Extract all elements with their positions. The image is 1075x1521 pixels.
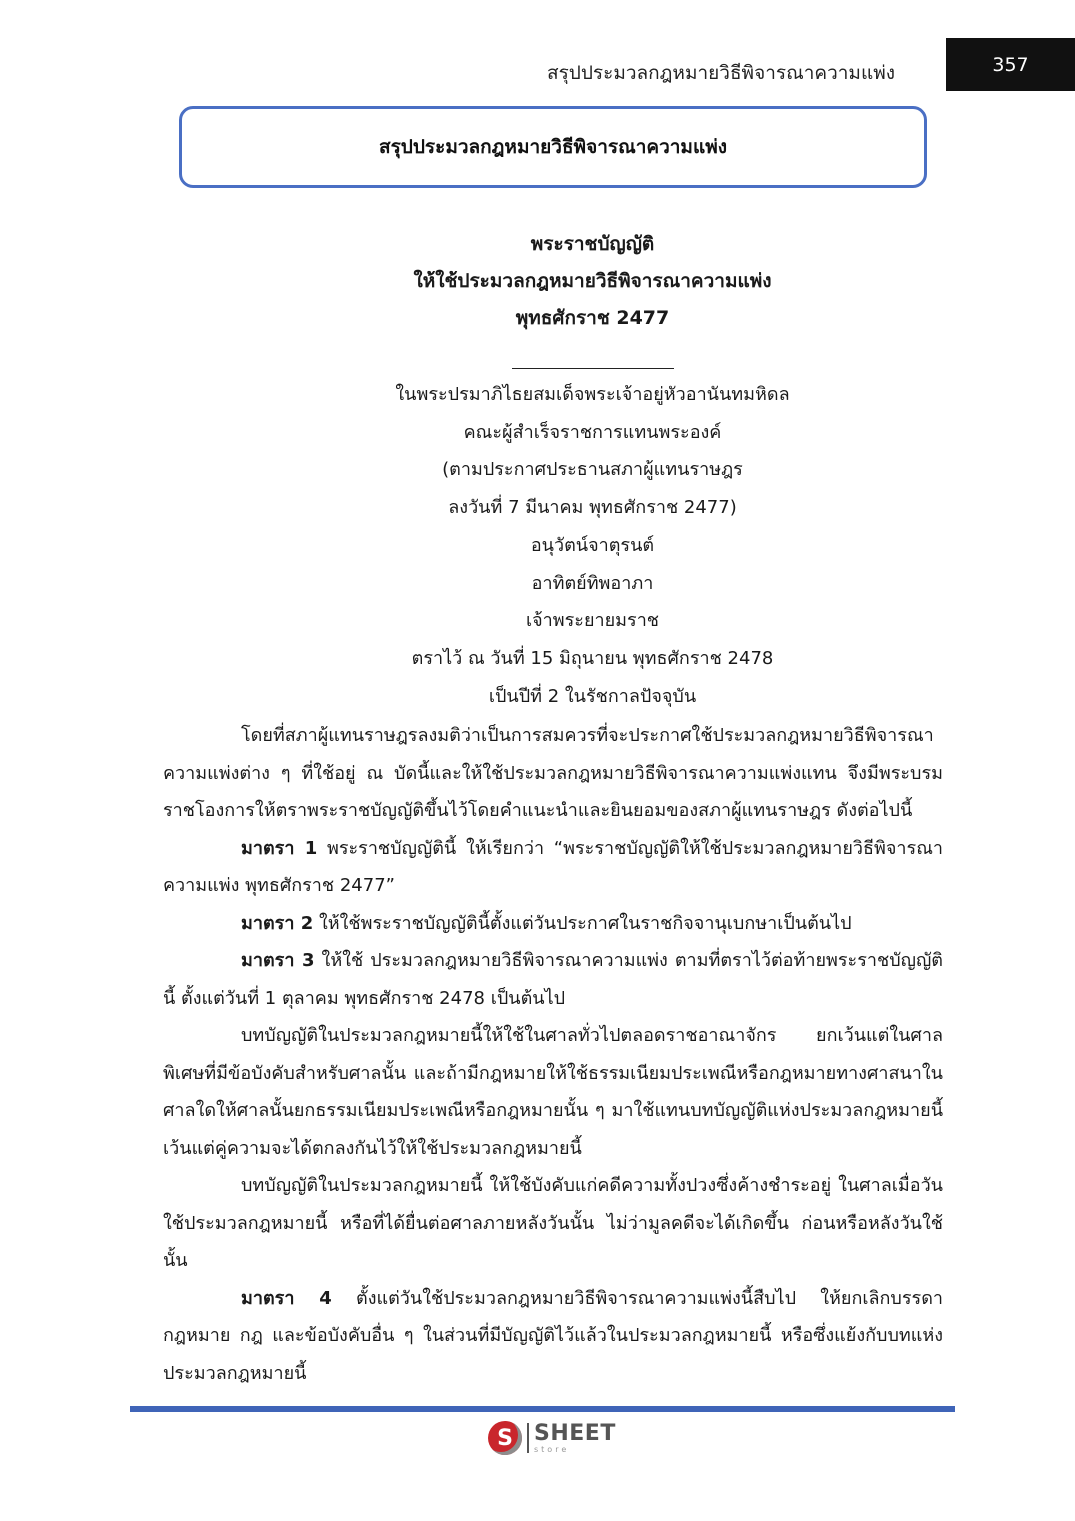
courts-paragraph: บทบัญญัติในประมวลกฎหมายนี้ให้ใช้ในศาลทั่วไปตลอดราชอาณาจักร ยกเว้นแต่ในศาลพิเศษที่มีข้อบังคับสำหรับศาลนั้น และถ้ามีกฎหมายให้ใช้ธรรมเนียมประเพณีหรือกฎหมายทางศาสนาในศาลใดให้ศาลนั้นยกธรรมเนียมประเพณีหรือกฎหมายนั้น ๆ มาใช้แทนบทบัญญัติแห่งประมวลกฎหมายนี้ เว้นแต่คู่ความจะได้ตกลงกันไว้ให้ใช้ประมวลกฎหมายนี้: [163, 1025, 943, 1159]
signature-line: เจ้าพระยายมราช: [525, 610, 660, 632]
chapter-title: สรุปประมวลกฎหมายวิธีพิจารณาความแพ่ง: [379, 136, 727, 158]
section-2-paragraph: [163, 905, 943, 943]
section-4-text: ตั้งแต่วันใช้ประมวลกฎหมายวิธีพิจารณาความแพ่งนี้สืบไป ให้ยกเลิกบรรดากฎหมาย กฎ และข้อบังคับอื่น ๆ ในส่วนที่มีบัญญัติไว้แล้วในประมวลกฎหมายนี้ หรือซึ่งแย้งกับบทแห่งประมวลกฎหมายนี้: [163, 1287, 943, 1384]
section-2-text: ให้ใช้พระราชบัญญัตินี้ตั้งแต่วันประกาศในราชกิจจานุเบกษาเป็นต้นไป: [313, 912, 852, 934]
section-3-text: ให้ใช้ ประมวลกฎหมายวิธีพิจารณาความแพ่ง ตามที่ตราไว้ต่อท้ายพระราชบัญญัตินี้ ตั้งแต่วันที่ 1 ตุลาคม พุทธศักราช 2478 เป็นต้นไป: [163, 950, 943, 1009]
logo-text: SHEET: [534, 1420, 616, 1446]
act-title-line-2: ให้ใช้ประมวลกฎหมายวิธีพิจารณาความแพ่ง: [413, 270, 772, 292]
footer-divider: [130, 1406, 955, 1412]
signature-line: ลงวันที่ 7 มีนาคม พุทธศักราช 2477): [448, 497, 737, 519]
pending-cases-paragraph: บทบัญญัติในประมวลกฎหมายนี้ ให้ใช้บังคับแก่คดีความทั้งปวงซึ่งค้างชำระอยู่ ในศาลเมื่อวันใช้ประมวลกฎหมายนี้ หรือที่ได้ยื่นต่อศาลภายหลังวันนั้น ไม่ว่ามูลคดีจะได้เกิดขึ้น ก่อนหรือหลังวันใช้นั้น: [163, 1175, 943, 1271]
royal-signature-block: [100, 376, 1075, 715]
act-title: [100, 226, 1075, 337]
section-4-label: มาตรา 4: [241, 1287, 332, 1309]
chapter-title-box: [179, 106, 927, 188]
signature-line: ตราไว้ ณ วันที่ 15 มิถุนายน พุทธศักราช 2478: [411, 647, 774, 669]
title-divider: [512, 368, 674, 369]
preamble-paragraph: โดยที่สภาผู้แทนราษฎรลงมติว่าเป็นการสมควรที่จะประกาศใช้ประมวลกฎหมายวิธีพิจารณาความแพ่งต่าง ๆ ที่ใช้อยู่ ณ บัดนี้และให้ใช้ประมวลกฎหมายวิธีพิจารณาความแพ่งแทน จึงมีพระบรมราชโองการให้ตราพระราชบัญญัติขึ้นไว้โดยคำแนะนำและยินยอมของสภาผู้แทนราษฎร ดังต่อไปนี้: [163, 725, 943, 821]
logo-wordmark: [534, 1420, 616, 1454]
sheet-store-logo: [488, 1418, 616, 1458]
running-header-title: สรุปประมวลกฎหมายวิธีพิจารณาความแพ่ง: [547, 62, 895, 84]
signature-line: (ตามประกาศประธานสภาผู้แทนราษฎร: [442, 459, 743, 481]
logo-separator: [527, 1423, 529, 1453]
section-1-label: มาตรา 1: [241, 837, 318, 859]
signature-line: เป็นปีที่ 2 ในรัชกาลปัจจุบัน: [488, 685, 697, 707]
act-title-line-3: พุทธศักราช 2477: [515, 307, 670, 329]
signature-line: ในพระปรมาภิไธยสมเด็จพระเจ้าอยู่หัวอานันทมหิดล: [395, 384, 790, 405]
logo-subtext: store: [534, 1444, 570, 1454]
logo-s-icon: S: [488, 1421, 522, 1455]
section-2-label: มาตรา 2: [241, 912, 314, 934]
signature-line: อาทิตย์ทิพอาภา: [531, 572, 654, 594]
page-number: 357: [946, 38, 1075, 91]
section-3-label: มาตรา 3: [241, 950, 315, 971]
section-1-paragraph: [163, 830, 943, 905]
act-title-line-1: พระราชบัญญัติ: [530, 233, 655, 255]
signature-line: อนุวัตน์จาตุรนต์: [530, 534, 655, 556]
signature-line: คณะผู้สำเร็จราชการแทนพระองค์: [463, 421, 722, 443]
section-3-paragraph: [163, 942, 943, 1017]
section-1-text: พระราชบัญญัตินี้ ให้เรียกว่า “พระราชบัญญัติให้ใช้ประมวลกฎหมายวิธีพิจารณาความแพ่ง พุทธศักราช 2477”: [163, 837, 943, 896]
act-body: [163, 717, 943, 1392]
section-4-paragraph: [163, 1280, 943, 1393]
